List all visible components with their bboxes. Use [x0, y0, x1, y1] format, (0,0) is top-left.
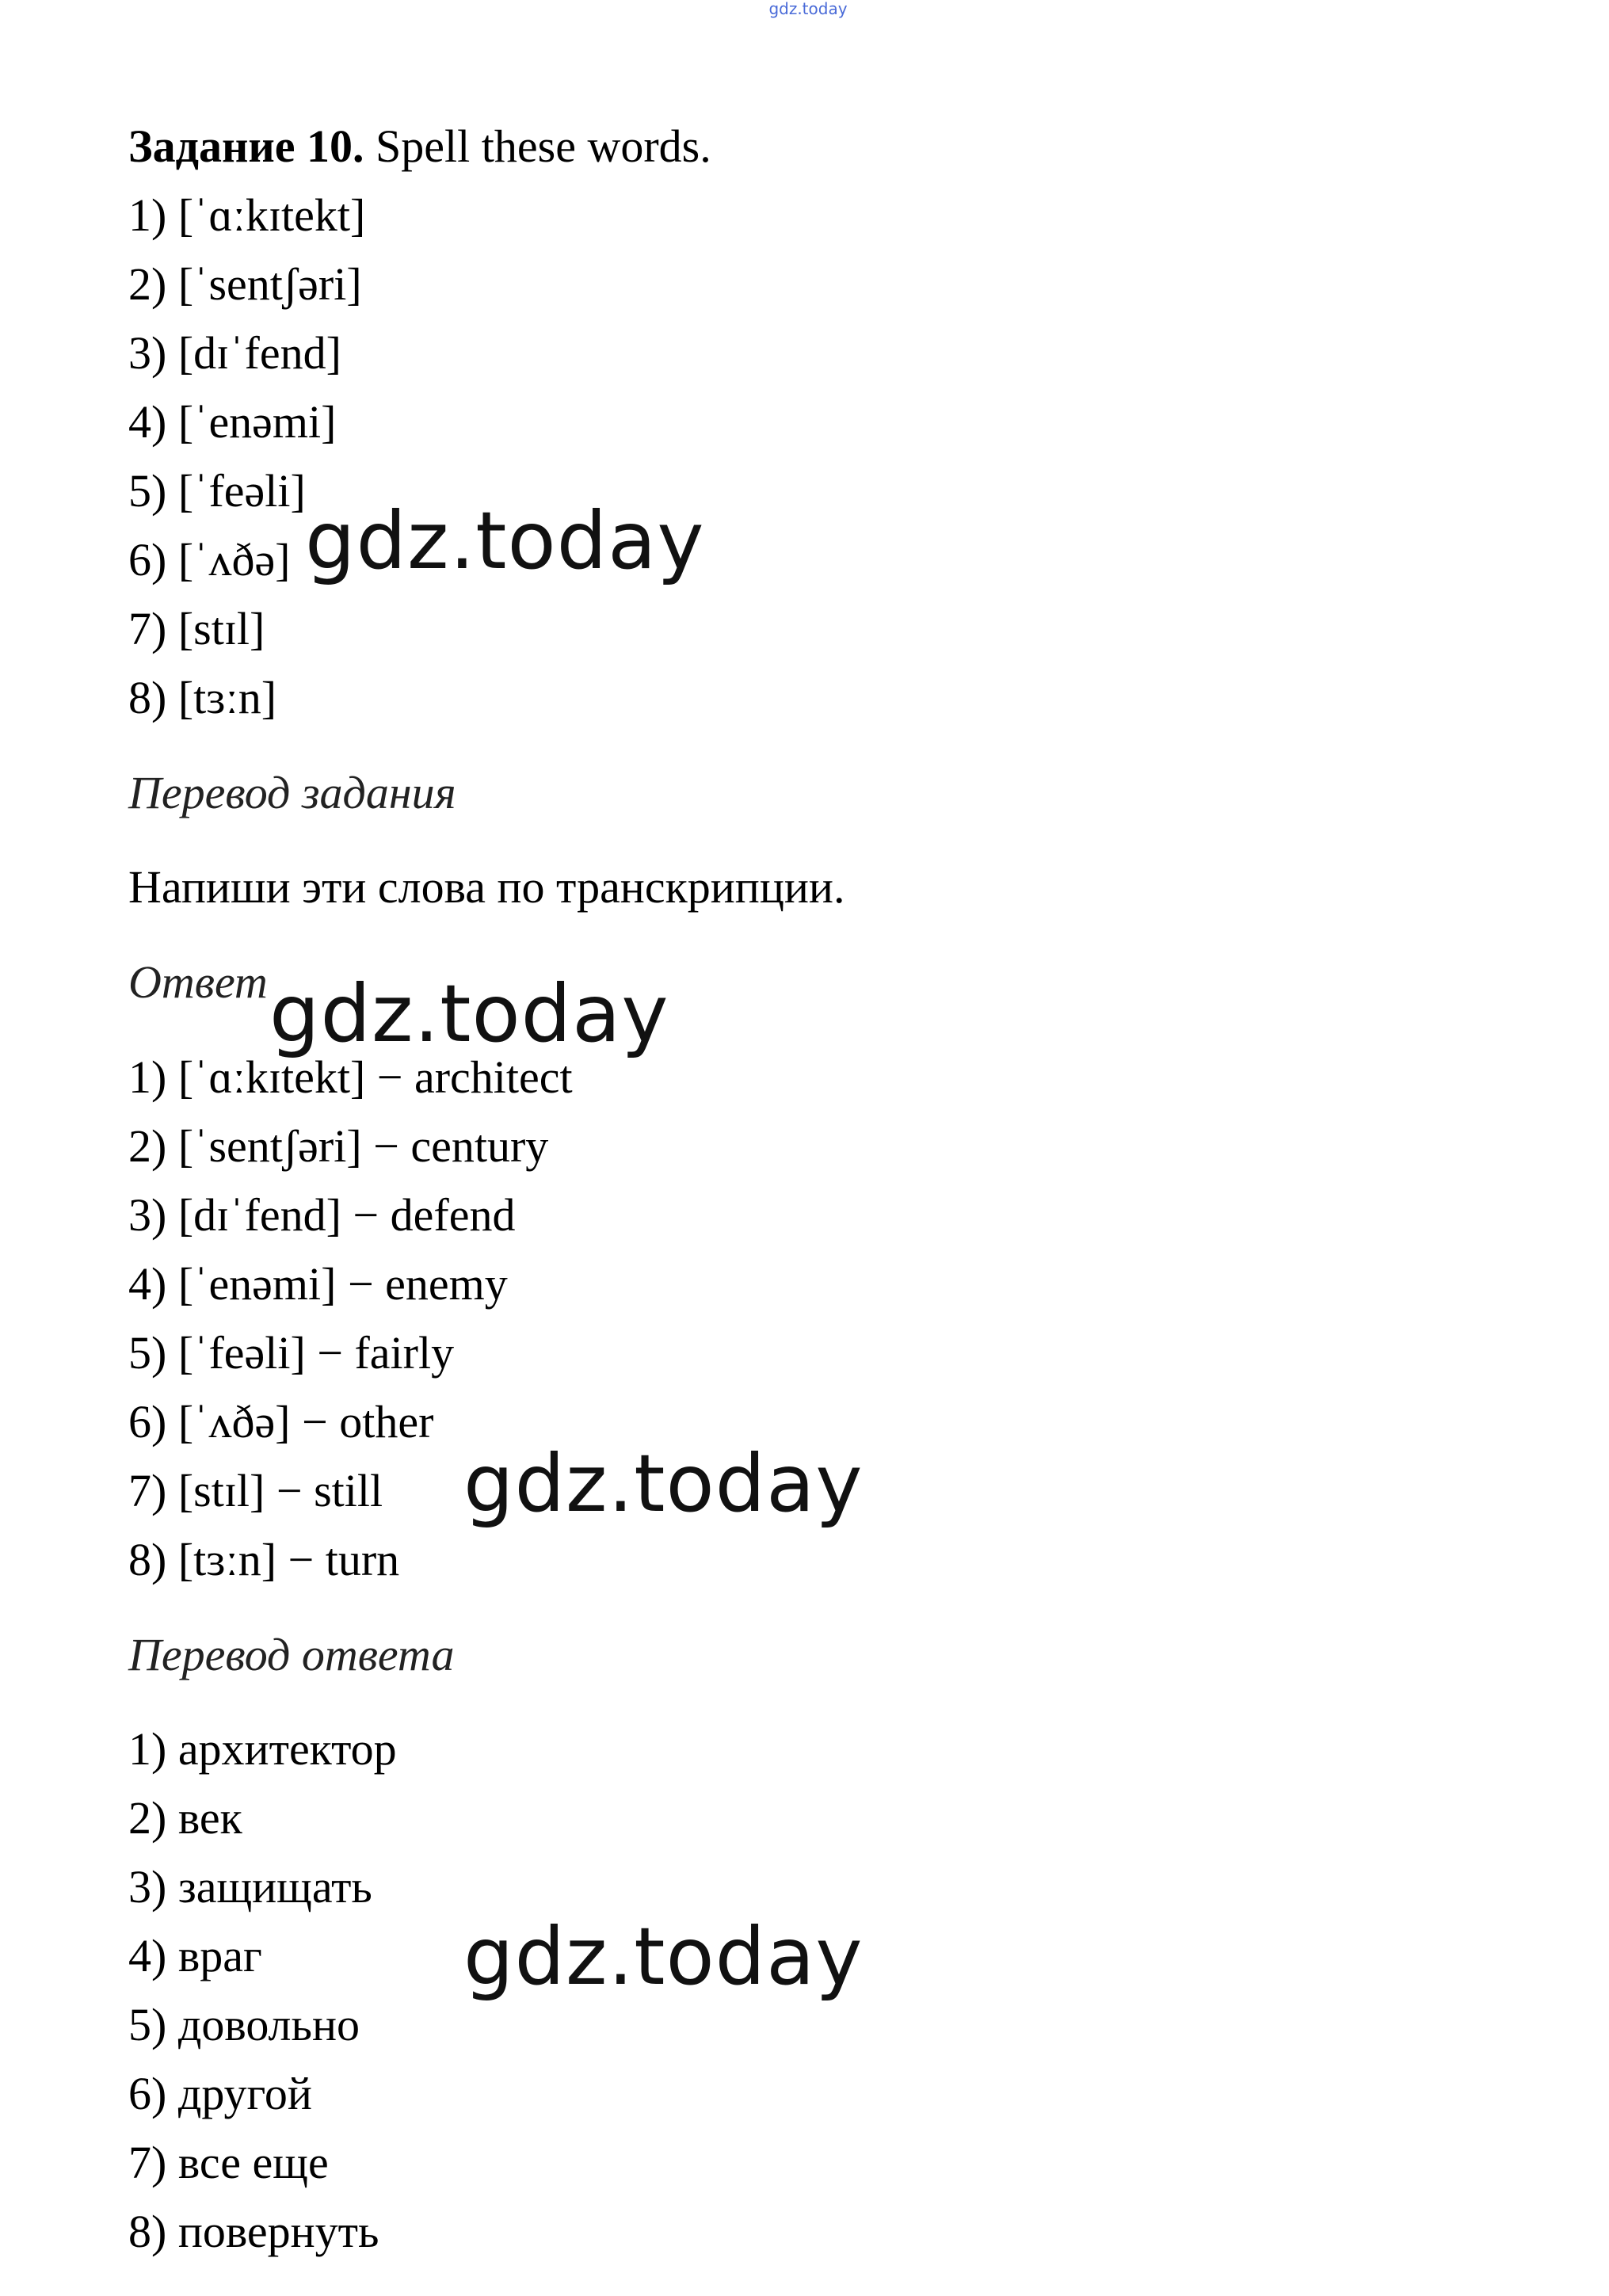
- task-item: 8) [tɜːn]: [128, 672, 277, 723]
- task-label: Задание 10.: [128, 120, 364, 172]
- task-item: 5) [ˈfeəli]: [128, 465, 306, 517]
- translation-heading: Перевод задания: [128, 767, 456, 818]
- answer-translation-item: 5) довольно: [128, 1999, 360, 2050]
- task-item: 3) [dɪˈfend]: [128, 327, 341, 379]
- answer-item: 8) [tɜːn] − turn: [128, 1534, 400, 1585]
- answer-translation-item: 3) защищать: [128, 1861, 372, 1913]
- answer-translation-item: 8) повернуть: [128, 2206, 379, 2257]
- answer-item: 6) [ˈʌðə] − other: [128, 1396, 434, 1447]
- answer-translation-item: 4) враг: [128, 1930, 262, 1981]
- answer-item: 4) [ˈenəmi] − enemy: [128, 1258, 508, 1310]
- answer-heading: Ответ: [128, 956, 268, 1008]
- answer-translation-item: 6) другой: [128, 2068, 312, 2119]
- header-watermark: gdz.today: [768, 0, 848, 18]
- task-item: 7) [stɪl]: [128, 603, 265, 654]
- answer-translation-heading: Перевод ответа: [128, 1629, 455, 1680]
- answer-item: 3) [dɪˈfend] − defend: [128, 1189, 516, 1241]
- answer-item: 1) [ˈɑːkɪtekt] − architect: [128, 1051, 573, 1103]
- answer-translation-item: 1) архитектор: [128, 1723, 397, 1775]
- answer-item: 7) [stɪl] − still: [128, 1465, 383, 1516]
- watermark: gdz.today: [463, 1437, 864, 1530]
- task-item: 4) [ˈenəmi]: [128, 396, 337, 448]
- translation-text: Напиши эти слова по транскрипции.: [128, 861, 845, 913]
- task-item: 6) [ˈʌðə]: [128, 534, 291, 585]
- task-title: [128, 119, 711, 174]
- task-item: 1) [ˈɑːkɪtekt]: [128, 189, 366, 241]
- watermark: gdz.today: [269, 967, 669, 1060]
- answer-item: 2) [ˈsentʃəri] − century: [128, 1120, 549, 1172]
- watermark: gdz.today: [305, 494, 705, 587]
- task-instruction: Spell these words.: [376, 120, 711, 172]
- answer-translation-item: 2) век: [128, 1792, 242, 1844]
- answer-translation-item: 7) все еще: [128, 2137, 329, 2188]
- watermark: gdz.today: [463, 1910, 864, 2003]
- task-item: 2) [ˈsentʃəri]: [128, 258, 362, 310]
- answer-item: 5) [ˈfeəli] − fairly: [128, 1327, 455, 1379]
